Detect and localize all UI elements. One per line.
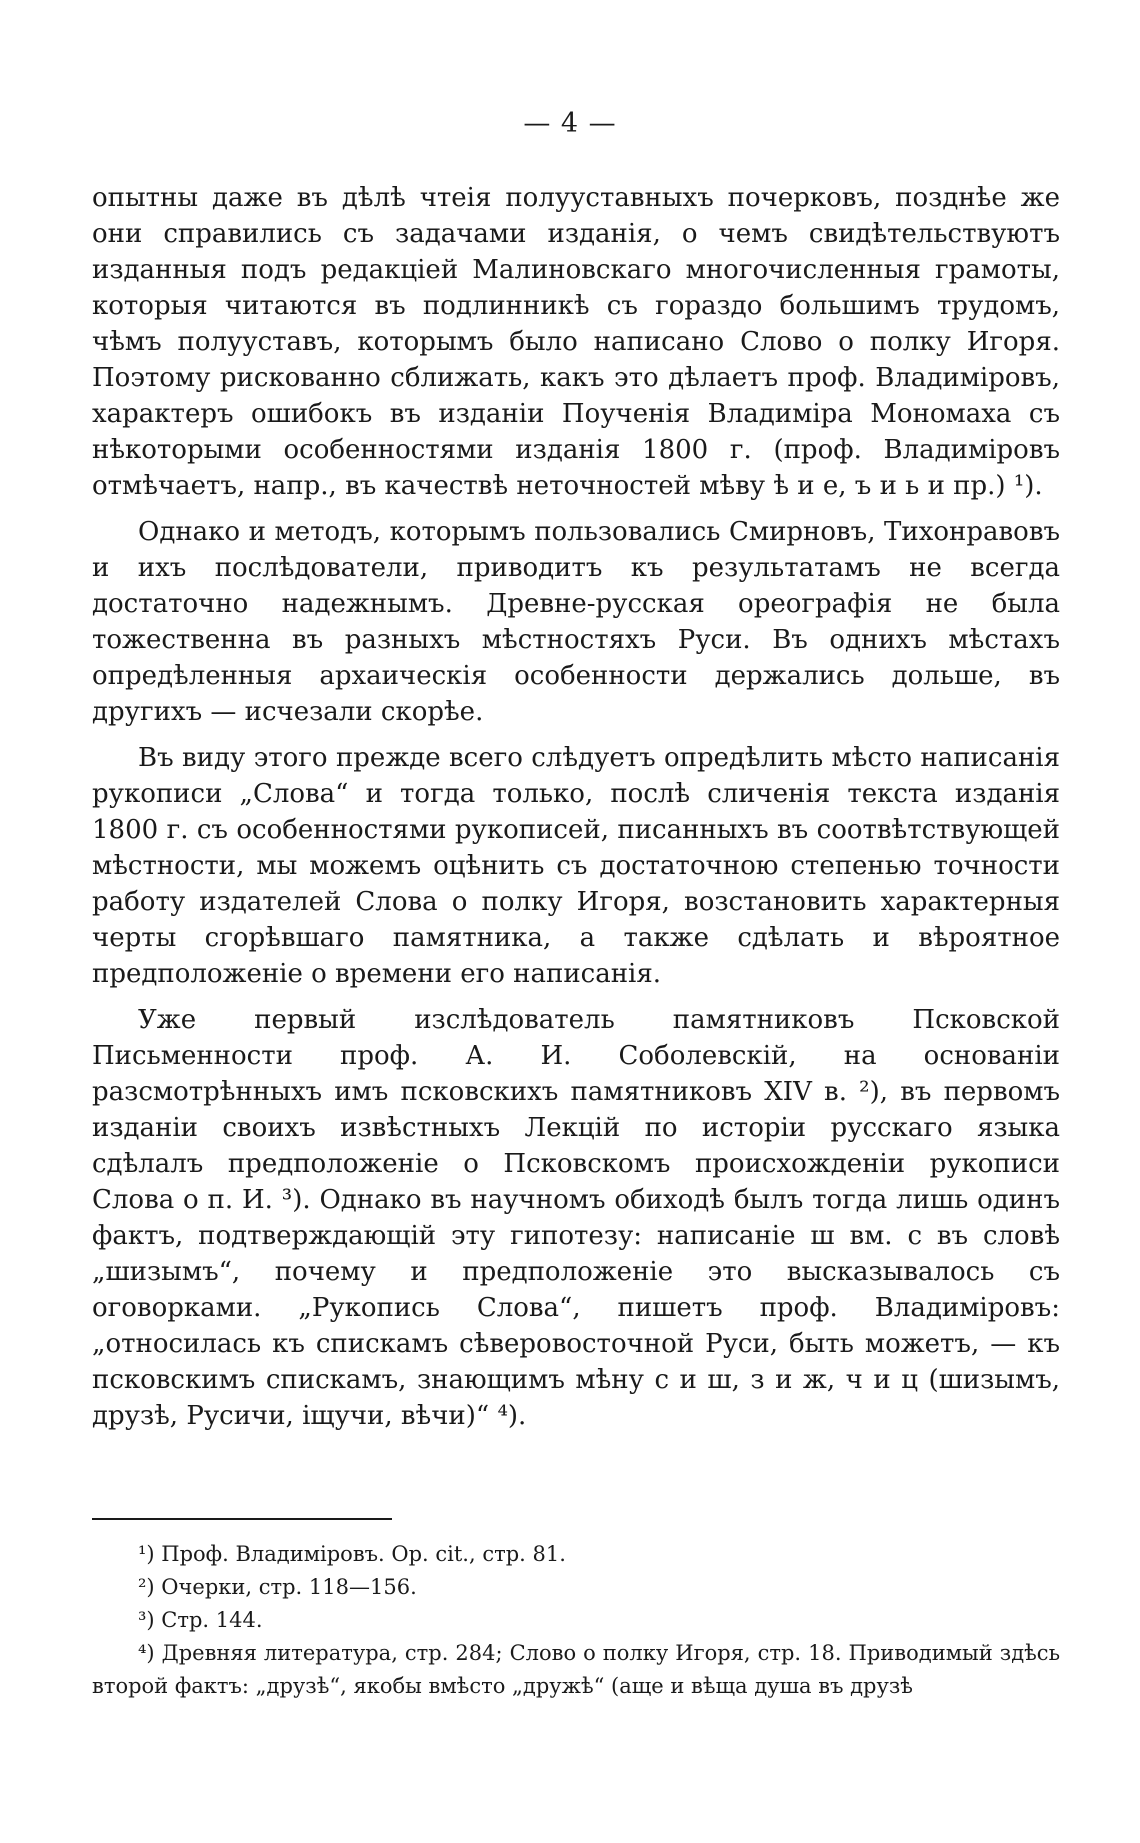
footnote-divider — [92, 1518, 392, 1520]
footnote-4: ⁴) Древняя литература, стр. 284; Слово о полку Игоря, стр. 18. Приводимый здѣсь второй фактъ: „друзѣ“, якобы вмѣсто „дружѣ“ (аще и вѣща душа въ друзѣ — [92, 1641, 1060, 1698]
body-text — [92, 180, 1060, 1444]
page-number: — 4 — — [523, 108, 617, 139]
footnote-3: ³) Стр. 144. — [138, 1608, 263, 1632]
footnote-1: ¹) Проф. Владиміровъ. Op. cit., стр. 81. — [138, 1542, 566, 1566]
paragraph-4: Уже первый изслѣдователь памятниковъ Псковской Письменности проф. А. И. Соболевскій, на основаніи разсмотрѣнныхъ имъ псковскихъ памятниковъ XIV в. ²), въ первомъ изданіи своихъ извѣстныхъ Лекцій по исторіи русскаго языка сдѣлалъ предположеніе о Псковскомъ происхожденіи рукописи Слова о п. И. ³). Однако въ научномъ обиходѣ былъ тогда лишь одинъ фактъ, подтверждающій эту гипотезу: написаніе ш вм. с въ словѣ „шизымъ“, почему и предположеніе это высказывалось съ оговорками. „Рукопись Слова“, пишетъ проф. Владиміровъ: „относилась къ спискамъ сѣверовосточной Руси, быть можетъ, — къ псковскимъ спискамъ, знающимъ мѣну с и ш, з и ж, ч и ц (шизымъ, друзѣ, Русичи, іщучи, вѣчи)“ ⁴). — [92, 1005, 1060, 1431]
paragraph-1: опытны даже въ дѣлѣ чтеія полууставныхъ почерковъ, позднѣе же они справились съ задачами изданія, о чемъ свидѣтельствуютъ изданныя подъ редакціей Малиновскаго многочисленныя грамоты, которыя читаются въ подлинникѣ съ гораздо большимъ трудомъ, чѣмъ полууставъ, которымъ было написано Слово о полку Игоря. Поэтому рискованно сближать, какъ это дѣлаетъ проф. Владиміровъ, характеръ ошибокъ въ изданіи Поученія Владиміра Мономаха съ нѣкоторыми особенностями изданія 1800 г. (проф. Владиміровъ отмѣчаетъ, напр., въ качествѣ неточностей мѣву ѣ и е, ъ и ь и пр.) ¹). — [92, 183, 1060, 501]
paragraph-3: Въ виду этого прежде всего слѣдуетъ опредѣлить мѣсто написанія рукописи „Слова“ и тогда только, послѣ сличенія текста изданія 1800 г. съ особенностями рукописей, писанныхъ въ соотвѣтствующей мѣстности, мы можемъ оцѣнить съ достаточною степенью точности работу издателей Слова о полку Игоря, возстановить характерныя черты сгорѣвшаго памятника, а также сдѣлать и вѣроятное предположеніе о времени его написанія. — [92, 743, 1060, 989]
footnote-2: ²) Очерки, стр. 118—156. — [138, 1575, 417, 1599]
footnotes — [92, 1538, 1060, 1703]
paragraph-2: Однако и методъ, которымъ пользовались Смирновъ, Тихонравовъ и ихъ послѣдователи, приводитъ къ результатамъ не всегда достаточно надежнымъ. Древне-русская ореографія не была тожественна въ разныхъ мѣстностяхъ Руси. Въ однихъ мѣстахъ опредѣленныя архаическія особенности держались дольше, въ другихъ — исчезали скорѣе. — [92, 517, 1060, 727]
